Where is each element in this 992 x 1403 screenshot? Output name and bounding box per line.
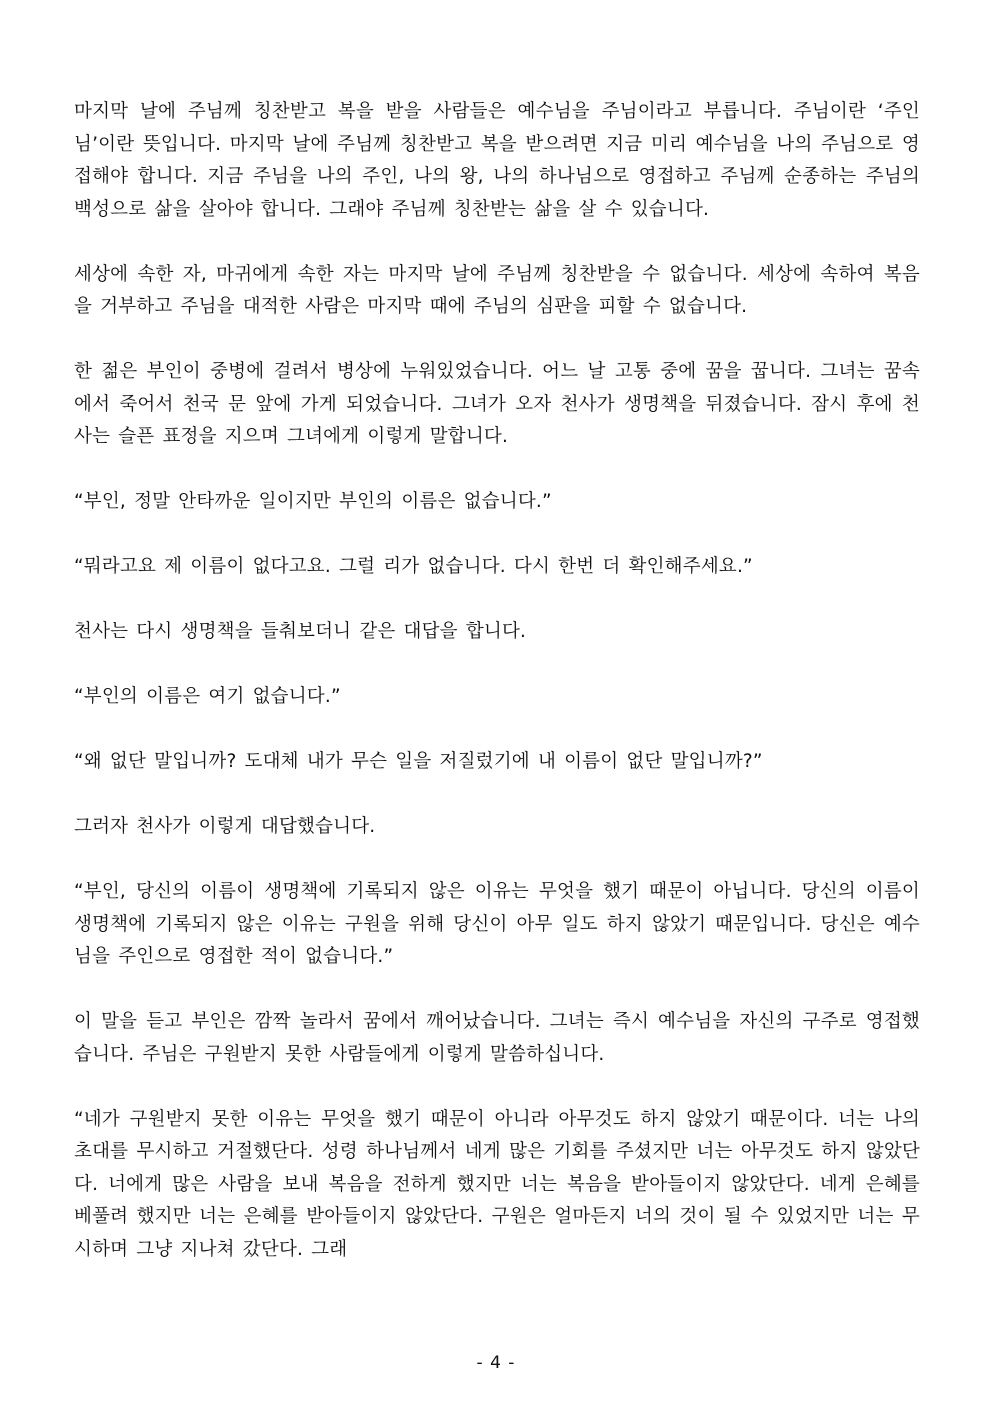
paragraph-7: “부인의 이름은 여기 없습니다.” [74, 686, 341, 707]
paragraph-1: 마지막 날에 주님께 칭찬받고 복을 받을 사람들은 예수님을 주님이라고 부릅니다. 주님이란 ‘주인님’이란 뜻입니다. 마지막 날에 주님께 칭찬받고 복을 받으려면 지금 미리 예수님을 나의 주님으로 영접해야 합니다. 지금 주님을 나의 주인, 나의 왕, 나의 하나님으로 영접하고 주님께 순종하는 주님의 백성으로 삶을 살아야 합니다. 그래야 주님께 칭찬받는 삶을 살 수 있습니다. [74, 101, 920, 220]
paragraph-2: 세상에 속한 자, 마귀에게 속한 자는 마지막 날에 주님께 칭찬받을 수 없습니다. 세상에 속하여 복음을 거부하고 주님을 대적한 사람은 마지막 때에 주님의 심판을 피할 수 없습니다. [74, 263, 920, 317]
paragraph-8: “왜 없단 말입니까? 도대체 내가 무슨 일을 저질렀기에 내 이름이 없단 말입니까?” [74, 751, 763, 772]
paragraph-10: “부인, 당신의 이름이 생명책에 기록되지 않은 이유는 무엇을 했기 때문이 아닙니다. 당신의 이름이 생명책에 기록되지 않은 이유는 구원을 위해 당신이 아무 일도 하지 않았기 때문입니다. 당신은 예수님을 주인으로 영접한 적이 없습니다.” [74, 881, 920, 967]
paragraph-6: 천사는 다시 생명책을 들춰보더니 같은 대답을 합니다. [74, 621, 527, 642]
paragraph-9: 그러자 천사가 이렇게 대답했습니다. [74, 816, 376, 837]
paragraph-11: 이 말을 듣고 부인은 깜짝 놀라서 꿈에서 깨어났습니다. 그녀는 즉시 예수님을 자신의 구주로 영접했습니다. 주님은 구원받지 못한 사람들에게 이렇게 말씀하십니다. [74, 1011, 920, 1065]
document-body [74, 96, 920, 1299]
paragraph-3: 한 젊은 부인이 중병에 걸려서 병상에 누워있었습니다. 어느 날 고통 중에 꿈을 꿉니다. 그녀는 꿈속에서 죽어서 천국 문 앞에 가게 되었습니다. 그녀가 오자 천사가 생명책을 뒤졌습니다. 잠시 후에 천사는 슬픈 표정을 지으며 그녀에게 이렇게 말합니다. [74, 361, 920, 447]
paragraph-5: “뭐라고요 제 이름이 없다고요. 그럴 리가 없습니다. 다시 한번 더 확인해주세요.” [74, 556, 753, 577]
page-number: - 4 - [476, 1353, 516, 1373]
paragraph-4: “부인, 정말 안타까운 일이지만 부인의 이름은 없습니다.” [74, 491, 552, 512]
paragraph-12: “네가 구원받지 못한 이유는 무엇을 했기 때문이 아니라 아무것도 하지 않았기 때문이다. 너는 나의 초대를 무시하고 거절했단다. 성령 하나님께서 네게 많은 기회를 주셨지만 너는 아무것도 하지 않았단다. 너에게 많은 사람을 보내 복음을 전하게 했지만 너는 복음을 받아들이지 않았단다. 네게 은혜를 베풀려 했지만 너는 은혜를 받아들이지 않았단다. 구원은 얼마든지 너의 것이 될 수 있었지만 너는 무시하며 그냥 지나쳐 갔단다. 그래 [74, 1108, 920, 1260]
